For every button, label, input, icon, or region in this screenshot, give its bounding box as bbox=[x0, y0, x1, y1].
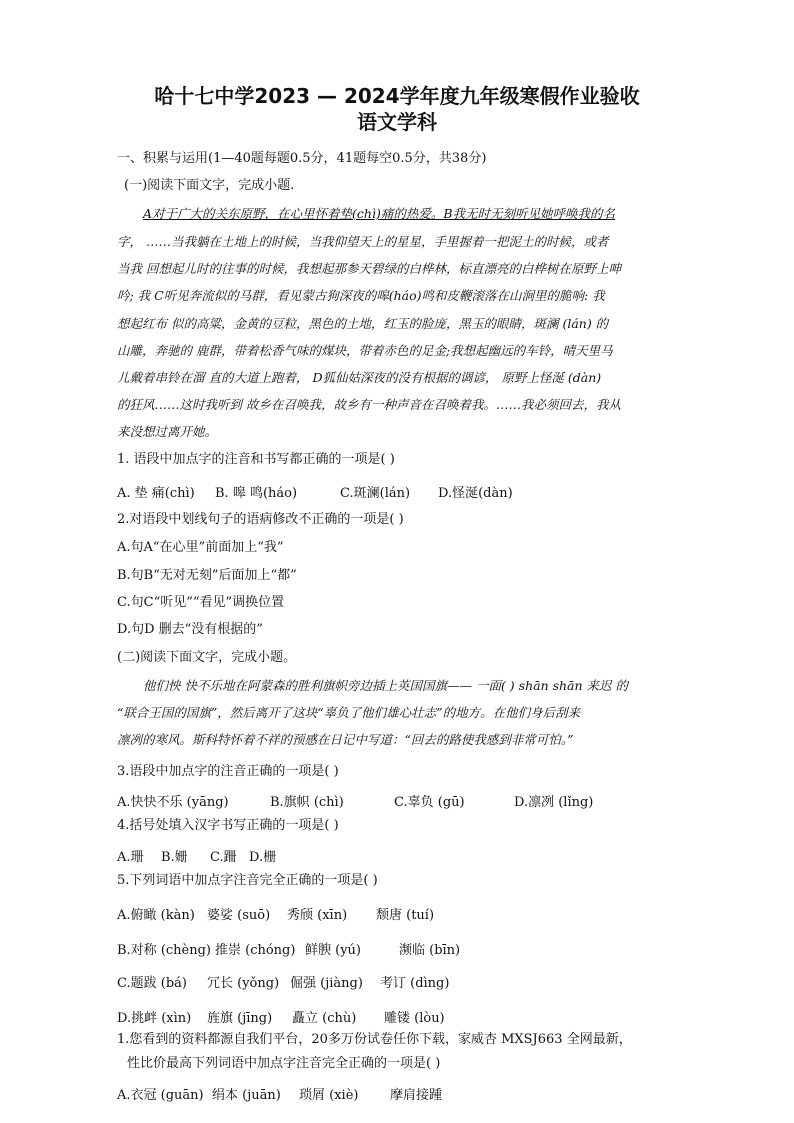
notice-question: 性比价最高下列词语中加点字注音完全正确的一项是( ) bbox=[127, 1056, 441, 1071]
last-option-item: A.衣冠 (guān) bbox=[117, 1088, 204, 1103]
q3-option-c: C.辜负 (gū) bbox=[394, 795, 465, 810]
document-title: 哈十七中学2023 — 2024学年度九年级寒假作业验收 bbox=[154, 84, 640, 108]
q5-b-item: 鲜腴 (yú) bbox=[305, 943, 361, 958]
passage-line: 想起红布 似的高粱，金黄的豆粒，黑色的土地，红玉的脸庞，黑玉的眼睛，斑澜 (lán) 的 bbox=[117, 316, 609, 331]
passage-line: 山雕，奔驰的 鹿群，带着松香气味的煤块，带着赤色的足金;我想起幽远的车铃，晴天里马 bbox=[117, 343, 613, 358]
question-1: 1. 语段中加点字的注音和书写都正确的一项是( ) bbox=[117, 452, 395, 467]
q5-a-item: A.俯瞰 (kàn) bbox=[117, 908, 195, 923]
q5-c-item: C.题跋 (bá) bbox=[117, 976, 187, 991]
part2-heading: (二)阅读下面文字，完成小题。 bbox=[117, 650, 297, 665]
section-heading: 一、积累与运用(1—40题每题0.5分，41题每空0.5分，共38分) bbox=[117, 151, 487, 166]
q4-option-b: B.姗 bbox=[161, 850, 188, 865]
part1-heading: (一)阅读下面文字，完成小题. bbox=[124, 178, 295, 193]
q5-b-item: 推崇 (chóng) bbox=[215, 943, 296, 958]
q5-c-item: 考订 (dìng) bbox=[380, 976, 450, 991]
passage2-line: “联合王国的国旗”，然后离开了这块“辜负了他们雄心壮志”的地方。在他们身后刮来 bbox=[117, 705, 581, 720]
question-2: 2.对语段中划线句子的语病修改不正确的一项是( ) bbox=[117, 512, 404, 527]
q3-option-b: B.旗帜 (chì) bbox=[270, 795, 344, 810]
question-3: 3.语段中加点字的注音正确的一项是( ) bbox=[117, 764, 339, 779]
q1-option-c: C.斑澜(lán) bbox=[340, 486, 411, 501]
document-subject: 语文学科 bbox=[357, 110, 437, 134]
q2-option-b: B.句B“无对无刻”后面加上“都” bbox=[117, 568, 297, 583]
q2-option-a: A.句A“在心里”前面加上“我” bbox=[117, 540, 284, 555]
q3-option-a: A.快快不乐 (yāng) bbox=[117, 795, 229, 810]
passage-line: A对于广大的关东原野，在心里怀着垫(chì)痛的热爱。B我无时无刻听见她呼唤我的名 bbox=[143, 206, 616, 221]
q4-option-d: D.栅 bbox=[249, 850, 277, 865]
q5-d-item: 矗立 (chù) bbox=[292, 1011, 357, 1026]
question-4: 4.括号处填入汉字书写正确的一项是( ) bbox=[117, 818, 339, 833]
q5-c-item: 倔强 (jiàng) bbox=[290, 976, 363, 991]
notice-line: 1.您看到的资料都源自我们平台，20多万份试卷任你下载，家威杏 MXSJ663 全网最新， bbox=[117, 1032, 632, 1047]
q1-option-a: A. 垫 痛(chì) bbox=[117, 486, 195, 501]
q4-option-a: A.珊 bbox=[117, 850, 144, 865]
last-option-item: 摩肩接踵 bbox=[390, 1088, 443, 1103]
passage2-line: 他们怏 快不乐地在阿蒙森的胜利旗帜旁边插上英国国旗—— 一面( ) shān shān 来迟 的 bbox=[143, 678, 629, 693]
q5-b-item: B.对称 (chèng) bbox=[117, 943, 212, 958]
last-option-item: 绢本 (juān) bbox=[212, 1088, 281, 1103]
q5-b-item: 濒临 (bīn) bbox=[399, 943, 461, 958]
q5-c-item: 冗长 (yǒng) bbox=[207, 976, 280, 991]
q1-option-d: D.怪涎(dàn) bbox=[438, 486, 513, 501]
passage-line: 的狂风……这时我听到 故乡在召唤我，故乡有一种声音在召唤着我。……我必须回去，我从 bbox=[117, 397, 621, 412]
q5-d-item: 雕镂 (lòu) bbox=[384, 1011, 445, 1026]
q5-a-item: 秀颀 (xīn) bbox=[287, 908, 348, 923]
passage-line: 当我 回想起儿时的往事的时候，我想起那参天碧绿的白桦林，标直漂亮的白桦树在原野上呻 bbox=[117, 261, 621, 276]
q5-a-item: 婆娑 (suō) bbox=[207, 908, 271, 923]
q5-d-item: 旌旗 (jīng) bbox=[207, 1011, 273, 1026]
question-5: 5.下列词语中加点字注音完全正确的一项是( ) bbox=[117, 873, 378, 888]
q3-option-d: D.凛冽 (lǐng) bbox=[514, 795, 594, 810]
passage-line: 儿戴着串铃在溜 直的大道上跑着， D狐仙姑深夜的没有根据的调谚， 原野上怪涎 (dàn) bbox=[117, 370, 602, 385]
last-option-item: 琐屑 (xiè) bbox=[299, 1088, 359, 1103]
passage-line: 吟; 我 C听见奔流似的马群，看见蒙古狗深夜的嗥(háo)鸣和皮鞭滚落在山涧里的脆响: 我 bbox=[117, 288, 605, 303]
q4-option-c: C.跚 bbox=[210, 850, 237, 865]
q5-d-item: D.挑衅 (xìn) bbox=[117, 1011, 192, 1026]
passage-line: 来没想过离开她。 bbox=[117, 424, 218, 439]
q5-a-item: 颓唐 (tuí) bbox=[376, 908, 435, 923]
passage-line: 字， ……当我躺在土地上的时候，当我仰望天上的星星，手里握着一把泥土的时候，或者 bbox=[117, 234, 609, 249]
q1-option-b: B. 嗥 鸣(háo) bbox=[215, 486, 298, 501]
q2-option-c: C.句C“听见”“看见”调换位置 bbox=[117, 595, 285, 610]
q2-option-d: D.句D 删去“没有根据的” bbox=[117, 622, 263, 637]
passage2-line: 凛冽的寒风。斯科特怀着不祥的预感在日记中写道：“回去的路使我感到非常可怕。” bbox=[117, 732, 574, 747]
